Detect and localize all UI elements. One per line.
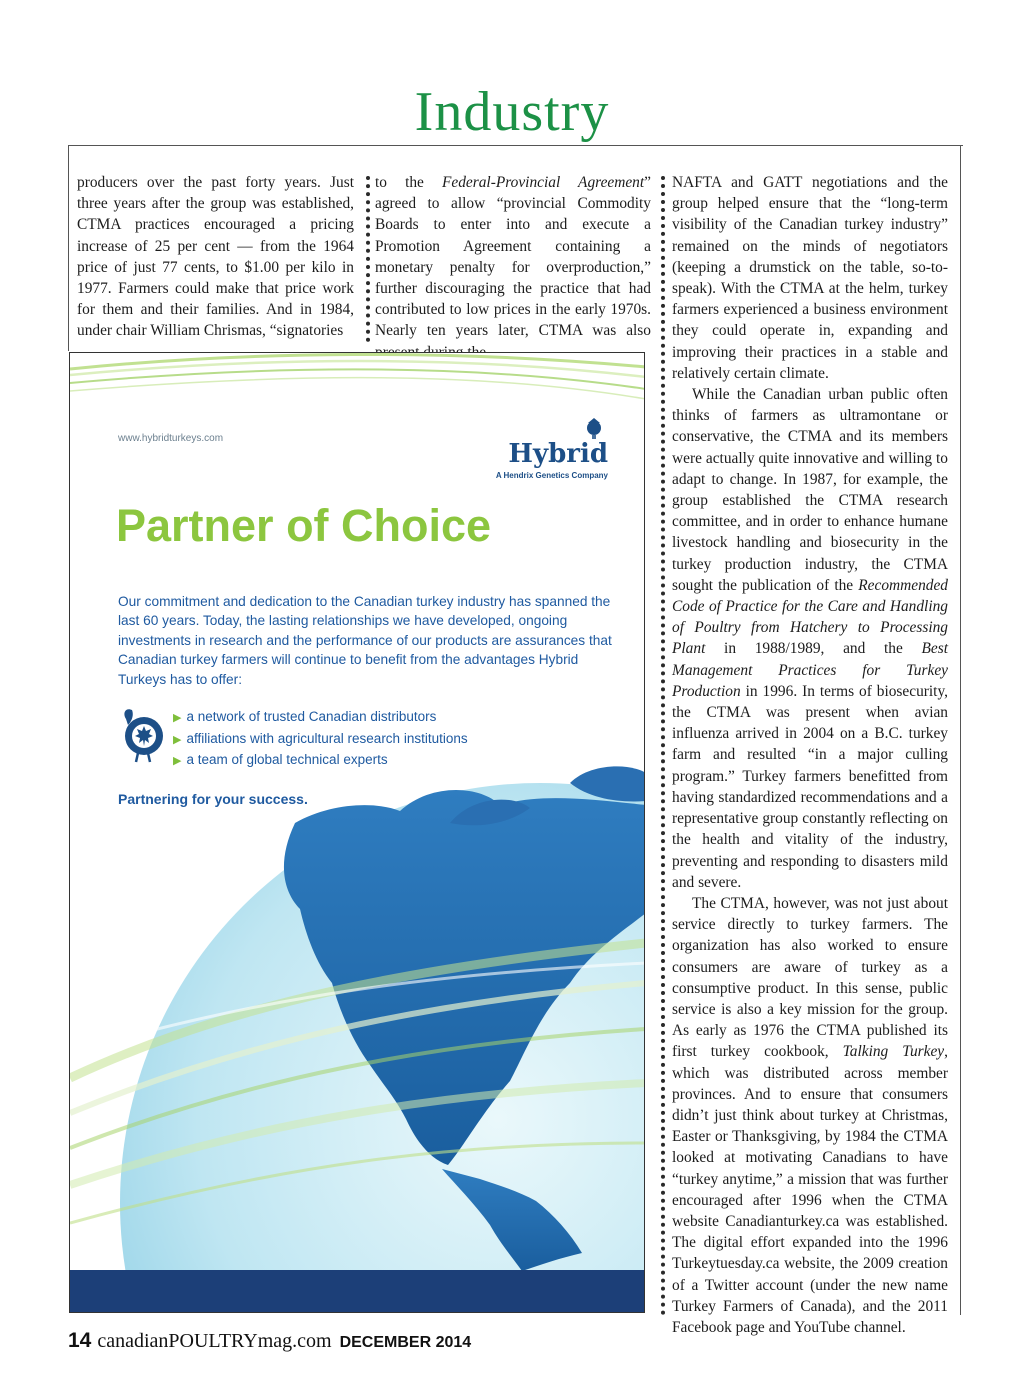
right-border-rule xyxy=(960,145,961,1315)
ad-footer-bar xyxy=(70,1270,644,1312)
hybrid-logo xyxy=(488,417,608,480)
article-column-2 xyxy=(375,172,651,363)
column-3-paragraph-3 xyxy=(672,893,948,1338)
agreement-title: Federal-Provincial Agreement xyxy=(441,174,645,191)
list-item-text: affiliations with agricultural research institutions xyxy=(186,730,468,746)
page-footer xyxy=(68,1330,471,1351)
ad-headline: Partner of Choice xyxy=(116,500,492,551)
list-item xyxy=(173,729,468,751)
logo-wordmark: Hybrid xyxy=(508,439,608,469)
bullet-arrow-icon: ▶ xyxy=(173,733,182,746)
column-2-text-end: ” agreed to allow “provincial Commodity Boards to enter into and execute a Promotion Agreement containing a monetary penalty for overproduction,” further discouraging the practice that had contributed to low prices in the early 1970s. Nearly ten years later, CTMA was also xyxy=(375,174,651,340)
header-rule xyxy=(68,145,963,146)
code-of-practice-title: Recommended Code of Practice for the Care and Handling of Poultry from Hatchery to Processing Plant xyxy=(672,576,948,658)
globe-illustration xyxy=(70,353,645,1313)
left-border-rule xyxy=(68,145,69,351)
list-item xyxy=(173,707,468,729)
column-2-text-start: to the xyxy=(375,174,442,191)
hybrid-logo-icon xyxy=(584,417,604,439)
paragraph-2-text-a: While the Canadian urban public often thinks of farmers as ultramontane or conservative, the CTMA and its members were actually quite innovative and willing to adapt to change. In 1987, for example, the group established the CTMA research committee, and in order to enhance humane livestock handling and biosecurity in the turkey production industry, the CTMA sought the publication of the xyxy=(672,386,948,594)
turkey-maple-leaf-icon xyxy=(118,705,166,763)
issue-date: DECEMBER 2014 xyxy=(339,1334,472,1351)
column-divider-2 xyxy=(661,176,665,1316)
page-number: 14 xyxy=(68,1329,92,1352)
list-item xyxy=(173,750,468,772)
ad-tagline: Partnering for your success. xyxy=(118,791,308,807)
publication-name: canadianPOULTRYmag.com xyxy=(97,1330,332,1352)
ad-benefits-list xyxy=(173,707,468,772)
paragraph-3-text-a: The CTMA, however, was not just about service directly to turkey farmers. The organization has also worked to ensure consumers are aware of turkey as a consumptive product. In this sense, public service is also a key mission for the group. As early as 1976 the CTMA published its first turkey cookbook, xyxy=(672,894,948,1061)
bullet-arrow-icon: ▶ xyxy=(173,755,182,768)
ad-body-text: Our commitment and dedication to the Canadian turkey industry has spanned the last 60 years. Today, the lasting relationships we have developed, ongoing investments in research and the performance of our products are assurances that Canadian turkey farmers will continue to benefit from the advantages Hybrid Turkeys has to offer: xyxy=(118,594,612,687)
column-3-paragraph-2 xyxy=(672,384,948,893)
advertiser-website-link[interactable]: www.hybridturkeys.com xyxy=(118,433,224,444)
best-practices-title: Best Management Practices for Turkey Production xyxy=(672,640,948,700)
hybrid-advertisement xyxy=(69,352,645,1313)
article-column-1: producers over the past forty years. Just three years after the group was established, CTMA practices encouraged a pricing increase of 25 per cent — from the 1964 price of just 77 cents, to $1.00 per kilo in 1977. Farmers could make that price work for them and their families. And in 1984, under chair William Chrismas, “signatories xyxy=(77,174,354,340)
paragraph-2-text-b: in 1988/1989, and the xyxy=(705,640,922,658)
list-item-text: a team of global technical experts xyxy=(186,752,388,768)
list-item-text: a network of trusted Canadian distributors xyxy=(186,709,437,724)
bullet-arrow-icon: ▶ xyxy=(173,712,182,724)
paragraph-2-text-c: in 1996. In terms of biosecurity, the CTMA was present when avian influenza arrived in 2004 on a B.C. turkey farm and resulted “in a major culling program.” Turkey farmers benefitted from having standardized recommendations and a representative group constantly reflecting on the health and vitality of the industry, preventing and responding to disasters mild and severe. xyxy=(672,682,948,891)
section-title: Industry xyxy=(414,81,610,143)
cookbook-title: Talking Turkey xyxy=(842,1043,945,1061)
paragraph-3-text-b: , which was distributed across member provinces. And to ensure that consumers didn’t just think about turkey at Christmas, Easter or Thanksgiving, by 1984 the CTMA looked at motivating Canadians to have “turkey anytime,” a mission that was further encouraged after 1996 when the CTMA website Canadianturkey.ca was established. The digital effort expanded into the 1996 Turkeytuesday.ca website, the 2009 creation of a Twitter account (under the new name Turkey Farmers of Canada), and the 2011 Facebook page and YouTube channel. xyxy=(672,1043,948,1336)
column-3-paragraph-1: NAFTA and GATT negotiations and the group helped ensure that the “long-term visibility of the Canadian turkey industry” remained on the minds of negotiators (keeping a drumstick on the table, so-to-speak). With the CTMA at the helm, turkey farmers experienced a business environment they could operate in, expanding and improving their practices in a stable and relatively certain climate. xyxy=(672,174,948,382)
article-column-3 xyxy=(672,172,948,1338)
logo-tagline: A Hendrix Genetics Company xyxy=(495,471,608,480)
column-divider-1 xyxy=(366,176,370,342)
